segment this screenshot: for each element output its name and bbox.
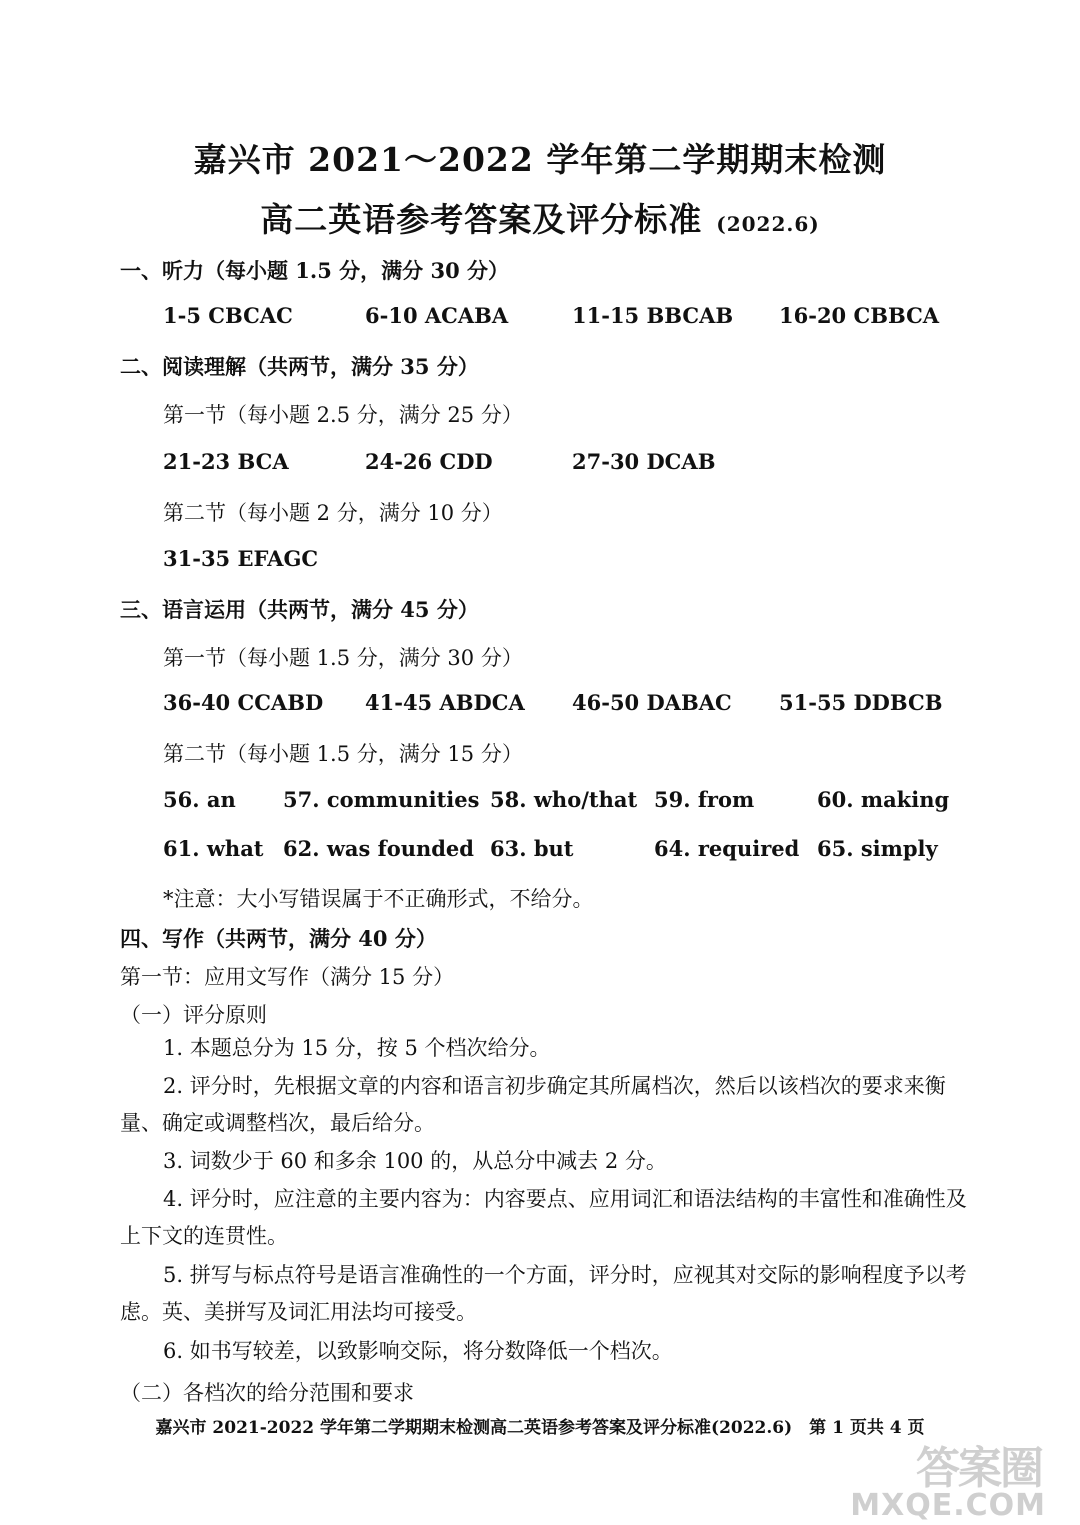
scoring-principles-heading: （一）评分原则 [120, 1003, 267, 1027]
scoring-rule: 2. 评分时，先根据文章的内容和语言初步确定其所属档次，然后以该档次的要求来衡量、确定或调整档次，最后给分。 [120, 1074, 946, 1135]
answer-item: 56. an [163, 787, 236, 812]
section-2-heading: 二、阅读理解（共两节，满分 35 分） [120, 354, 479, 379]
answer-group: 16-20 CBBCA [779, 303, 940, 328]
section-3-part-1-heading: 第一节（每小题 1.5 分，满分 30 分） [163, 646, 523, 670]
scoring-rule: 4. 评分时，应注意的主要内容为：内容要点、应用词汇和语法结构的丰富性和准确性及上下文的连贯性。 [120, 1187, 967, 1248]
section-2-part-2-heading: 第二节（每小题 2 分，满分 10 分） [163, 501, 503, 525]
answer-item: 60. making [817, 787, 950, 812]
grade-levels-heading: （二）各档次的给分范围和要求 [120, 1381, 414, 1405]
answer-item: 61. what [163, 836, 264, 861]
scoring-rule: 3. 词数少于 60 和多余 100 的，从总分中减去 2 分。 [163, 1149, 667, 1173]
answer-group: 31-35 EFAGC [163, 546, 319, 571]
answer-group: 21-23 BCA [163, 449, 289, 474]
answer-item: 65. simply [817, 836, 938, 861]
answer-item: 58. who/that [490, 787, 638, 812]
answer-group: 11-15 BBCAB [572, 303, 734, 328]
scoring-rule: 6. 如书写较差，以致影响交际，将分数降低一个档次。 [163, 1339, 673, 1363]
answer-group: 51-55 DDBCB [779, 690, 943, 715]
answer-group: 1-5 CBCAC [163, 303, 293, 328]
answer-group: 46-50 DABAC [572, 690, 732, 715]
subtitle-text: 高二英语参考答案及评分标准 [260, 200, 703, 239]
section-2-part-1-heading: 第一节（每小题 2.5 分，满分 25 分） [163, 403, 523, 427]
answer-item: 62. was founded [283, 836, 474, 861]
document-date: (2022.6) [716, 212, 820, 236]
section-4-part-1-heading: 第一节：应用文写作（满分 15 分） [120, 965, 455, 989]
section-3-part-2-heading: 第二节（每小题 1.5 分，满分 15 分） [163, 742, 523, 766]
watermark-url: MXQE.COM [850, 1488, 1046, 1523]
answer-group: 6-10 ACABA [365, 303, 509, 328]
watermark [850, 1432, 1046, 1524]
section-1-heading: 一、听力（每小题 1.5 分，满分 30 分） [120, 258, 510, 283]
document-subtitle [0, 194, 1080, 241]
answer-group: 36-40 CCABD [163, 690, 324, 715]
answer-item: 59. from [654, 787, 755, 812]
section-4-heading: 四、写作（共两节，满分 40 分） [120, 926, 437, 951]
scoring-rule: 1. 本题总分为 15 分，按 5 个档次给分。 [163, 1036, 551, 1060]
section-3-heading: 三、语言运用（共两节，满分 45 分） [120, 597, 479, 622]
answer-item: 63. but [490, 836, 574, 861]
answer-group: 27-30 DCAB [572, 449, 716, 474]
note: *注意：大小写错误属于不正确形式，不给分。 [163, 887, 594, 911]
answer-group: 24-26 CDD [365, 449, 493, 474]
answer-item: 57. communities [283, 787, 480, 812]
answer-item: 64. required [654, 836, 800, 861]
answer-group: 41-45 ABDCA [365, 690, 525, 715]
scoring-rule: 5. 拼写与标点符号是语言准确性的一个方面，评分时，应视其对交际的影响程度予以考虑。英、美拼写及词汇用法均可接受。 [120, 1263, 967, 1324]
document-title: 嘉兴市 2021～2022 学年第二学期期末检测 [193, 140, 887, 179]
watermark-logo: 答案圈 [916, 1443, 1042, 1494]
page-footer: 嘉兴市 2021-2022 学年第二学期期末检测高二英语参考答案及评分标准(2022.6) 第 1 页共 4 页 [155, 1418, 925, 1438]
